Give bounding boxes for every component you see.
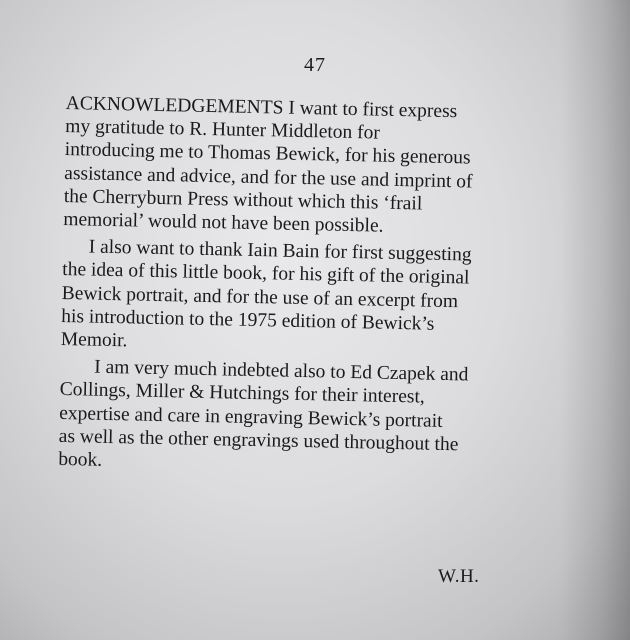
text-line: the idea of this little book, for his gift of the original [62,259,470,289]
text-line: assistance and advice, and for the use and imprint of [64,162,473,193]
text-line: the Cherryburn Press without which this ‘frail [63,185,423,215]
page-edge-shadow [560,0,630,640]
text-line: Collings, Miller & Hutchings for their interest, [59,379,425,409]
text-line: introducing me to Thomas Bewick, for his generous [64,139,471,169]
text-line: ACKNOWLEDGEMENTS I want to first express [65,92,458,123]
text-line: I also want to thank Iain Bain for first suggesting [88,236,472,266]
text-line: book. [58,448,103,471]
text-line: Memoir. [60,328,128,352]
text-line: as well as the other engravings used throughout the [58,425,459,456]
text-line: Bewick portrait, and for the use of an excerpt from [61,282,459,312]
paragraph-2 [61,235,563,361]
signature-initials: W.H. [438,566,480,587]
paragraph-3 [58,355,560,481]
text-line: his introduction to the 1975 edition of Bewick’s [61,305,435,335]
text-line: expertise and care in engraving Bewick’s portrait [59,402,443,432]
text-line: my gratitude to R. Hunter Middleton for [65,116,381,144]
paragraph-1 [63,92,566,242]
acknowledgements-text [58,92,566,482]
text-line: memorial’ would not have been possible. [63,208,384,237]
page-number: 47 [304,54,326,76]
text-line: I am very much indebted also to Ed Czapek and [94,356,469,386]
